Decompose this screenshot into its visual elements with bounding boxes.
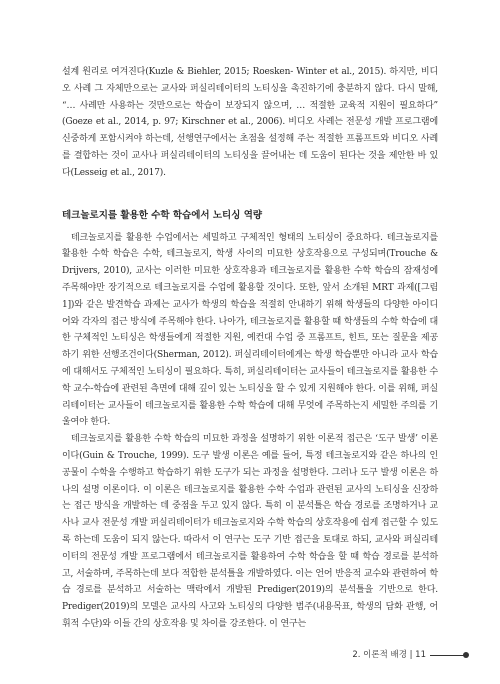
footer-rule (430, 655, 464, 656)
body-paragraph: 테크놀로지를 활용한 수학 학습의 미묘한 과정을 설명하기 위한 이론적 접근은 ‘도구 발생’ 이론이다(Guin & Trouche, 1999). 도구 발생 이론은 예를 들어, 특정 테크놀로지와 같은 하나의 인공물이 수학을 수행하고 학습하기 위한 도구가 되는 과정을 설명한다. 그러나 도구 발생 이론은 하나의 설명 이론이다. 이 이론은 테크놀로지를 활용한 수학 수업과 관련된 교사의 노티싱을 신장하는 접근 방식을 개발하는 데 중점을 두고 있지 않다. 특히 이 분석틀은 학습 경로를 조명하거나 교사나 교사 전문성 개발 퍼실리테이터가 테크놀로지와 수학 학습의 상호작용에 쉽게 접근할 수 있도록 하는데 도움이 되지 않는다. 따라서 이 연구는 도구 기반 접근을 토대로 하되, 교사와 퍼실리테이터의 전문성 개발 프로그램에서 테크놀로지를 활용하여 수학 학습을 할 때 학습 경로를 분석하고, 서술하며, 주목하는데 보다 적합한 분석틀을 개발하였다. 이는 언어 반응적 교수와 관련하여 학습 경로를 분석하고 서술하는 맥락에서 개발된 Prediger(2019)의 분석틀을 기반으로 한다. Prediger(2019)의 모델은 교사의 사고와 노티싱의 다양한 범주(내용목표, 학생의 담화 관행, 어휘적 수단)와 이들 간의 상호작용 및 차이를 강조한다. 이 연구는 (62, 434, 438, 629)
page-body (62, 64, 438, 633)
running-footer: 2. 이론적 배경 | 11 (352, 650, 426, 660)
page-footer (0, 648, 500, 662)
body-paragraph: 테크놀로지를 활용한 수업에서는 세밀하고 구체적인 형태의 노티싱이 중요하다. 테크놀로지를 활용한 수학 학습은 수학, 테크놀로지, 학생 사이의 미묘한 상호작용으로 구성되며(Trouche & Drijvers, 2010), 교사는 이러한 미묘한 상호작용과 테크놀로지를 활용한 수학 학습의 잠재성에 주목해야만 장기적으로 테크놀로지를 수업에 활용할 것이다. 또한, 앞서 소개된 MRT 과제([그림 1])와 같은 발견학습 과제는 교사가 학생의 학습을 적절히 안내하기 위해 학생들의 다양한 아이디어와 각자의 접근 방식에 주목해야 한다. 나아가, 테크놀로지를 활용할 때 학생들의 수학 학습에 대한 구체적인 노티싱은 학생들에게 적절한 지원, 예컨대 수업 중 프롬프트, 힌트, 또는 질문을 제공하기 위한 선행조건이다(Sherman, 2012). 퍼실리테이터에게는 학생 학습뿐만 아니라 교사 학습에 대해서도 구체적인 노티싱이 필요하다. 특히, 퍼실리테이터는 교사들이 테크놀로지를 활용한 수학 교수-학습에 관련된 측면에 대해 깊이 있는 노티싱을 할 수 있게 지원해야 한다. 이를 위해, 퍼실리테이터는 교사들이 테크놀로지를 활용한 수학 학습에 대해 무엇에 주목하는지 세밀한 주의를 기울여야 한다. (62, 232, 438, 428)
footer-bullet-icon (463, 652, 469, 658)
body-paragraph: 설계 원리로 여겨진다(Kuzle & Biehler, 2015; Roesken- Winter et al., 2015). 하지만, 비디오 사례 그 자체만으로는 교사와 퍼실리테이터의 노티싱을 촉진하기에 충분하지 않다. 다시 말해, “… 사례만 사용하는 것만으로는 학습이 보장되지 않으며, … 적절한 교육적 지원이 필요하다” (Goeze et al., 2014, p. 97; Kirschner et al., 2006). 비디오 사례는 전문성 개발 프로그램에 신중하게 포함시켜야 하는데, 선행연구에서는 초점을 설정해 주는 적절한 프롬프트와 비디오 사례를 결합하는 것이 교사나 퍼실리테이터의 노티싱을 끌어내는 데 도움이 된다는 것을 제안한 바 있다(Lesseig et al., 2017). (62, 67, 438, 178)
section-heading: 테크놀로지를 활용한 수학 학습에서 노티싱 역량 (62, 209, 263, 221)
